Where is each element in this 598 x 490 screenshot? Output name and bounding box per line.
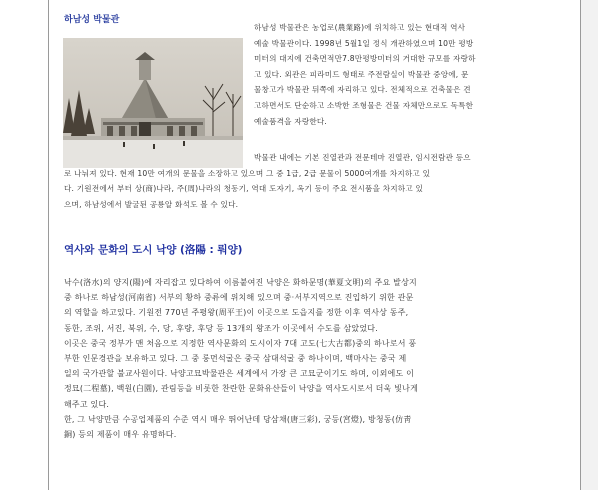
text-line: 중 하나로 하남성(河南省) 서부의 황하 중류에 위치해 있으며 중·서부지역으로 진입하기 위한 관문 xyxy=(64,293,414,303)
text-line: 로 나눠져 있다. 현재 10만 여개의 문물을 소장하고 있으며 그 중 1급, 2급 문물이 5000여개를 차지하고 있 xyxy=(64,168,431,178)
text-line: 물창고가 박물관 뒤쪽에 자리하고 있다. 전체적으로 건축물은 견 xyxy=(254,85,471,95)
text-line: 銅) 등의 제품이 매우 유명하다. xyxy=(64,430,177,440)
text-line: 동한, 조위, 서진, 북위, 수, 당, 후량, 후당 등 13개의 왕조가 이곳에서 수도를 삼았었다. xyxy=(64,323,378,333)
text-line: 고하면서도 단순하고 소박한 조형물은 건물 자체만으로도 독특한 xyxy=(254,100,474,110)
text-line: 일의 국가관할 불교사원이다. 낙양고묘박물관은 세계에서 가장 큰 고묘군이기도 하며, 이외에도 이 xyxy=(64,369,415,379)
henan-museum-photo xyxy=(63,38,243,168)
text-line: 으며, 하남성에서 발굴된 공룡알 화석도 볼 수 있다. xyxy=(64,199,239,209)
text-line: 의 역할을 하고있다. 기원전 770년 주평왕(周平王)이 이곳으로 도읍지를 정한 이후 역사상 동주, xyxy=(64,308,409,318)
museum-photo-image xyxy=(63,38,243,168)
text-line: 한, 그 낙양만큼 수공업제품의 수준 역시 매우 뛰어난데 당삼채(唐三彩), 궁등(宮燈), 방청동(仿靑 xyxy=(64,414,412,424)
text-line: 부한 인문경관을 보유하고 있다. 그 중 룽먼석굴은 중국 삼대석굴 중 하나이며, 백마사는 중국 제 xyxy=(64,354,407,364)
text-line: 예술품격을 자랑한다. xyxy=(254,116,328,126)
museum-description-paragraph xyxy=(254,20,574,129)
luoyang-description-paragraph xyxy=(64,275,576,442)
text-line: 박물관 내에는 기본 진열관과 전문테마 진열관, 임시전람관 등으 xyxy=(254,153,471,162)
text-line: 해주고 있다. xyxy=(64,399,110,409)
text-line: 다. 기원전에서 부터 상(商)나라, 주(周)나라의 청동기, 역대 도자기, 옥기 등이 주요 전시품을 차지하고 있 xyxy=(64,184,424,194)
text-line: 낙수(洛水)의 양지(陽)에 자리잡고 있다하여 이름붙여진 낙양은 화하문명(華夏文明)의 주요 발상지 xyxy=(64,278,417,287)
text-line: 하남성 박물관은 농업로(農業路)에 위치하고 있는 현대적 역사 xyxy=(254,23,466,32)
text-line: 예술 박물관이다. 1998년 5월1일 정식 개관하였으며 10만 평방 xyxy=(254,38,474,48)
museum-collection-paragraph xyxy=(64,150,576,212)
section-title-henan-museum: 하남성 박물관 xyxy=(64,15,120,25)
text-line: 이곳은 중국 정부가 맨 처음으로 지정한 역사문화의 도시이자 7대 고도(七大古都)중의 하나로서 풍 xyxy=(64,338,417,348)
text-line: 정묘(二程墓), 백원(白園), 관림등을 비롯한 찬란한 문화유산들이 낙양을 역사도시로서 더욱 빛나게 xyxy=(64,384,419,394)
scrollbar-track[interactable] xyxy=(581,0,598,490)
text-line: 고 있다. 외관은 피라미드 형태로 주전람실이 박물관 중앙에, 문 xyxy=(254,69,469,79)
section-title-luoyang: 역사와 문화의 도시 낙양 (洛陽 : 뤄양) xyxy=(64,244,243,256)
text-line: 미터의 대지에 건축면적만7.8만평방미터의 거대한 규모를 자랑하 xyxy=(254,54,476,64)
page-left-border xyxy=(48,0,49,490)
